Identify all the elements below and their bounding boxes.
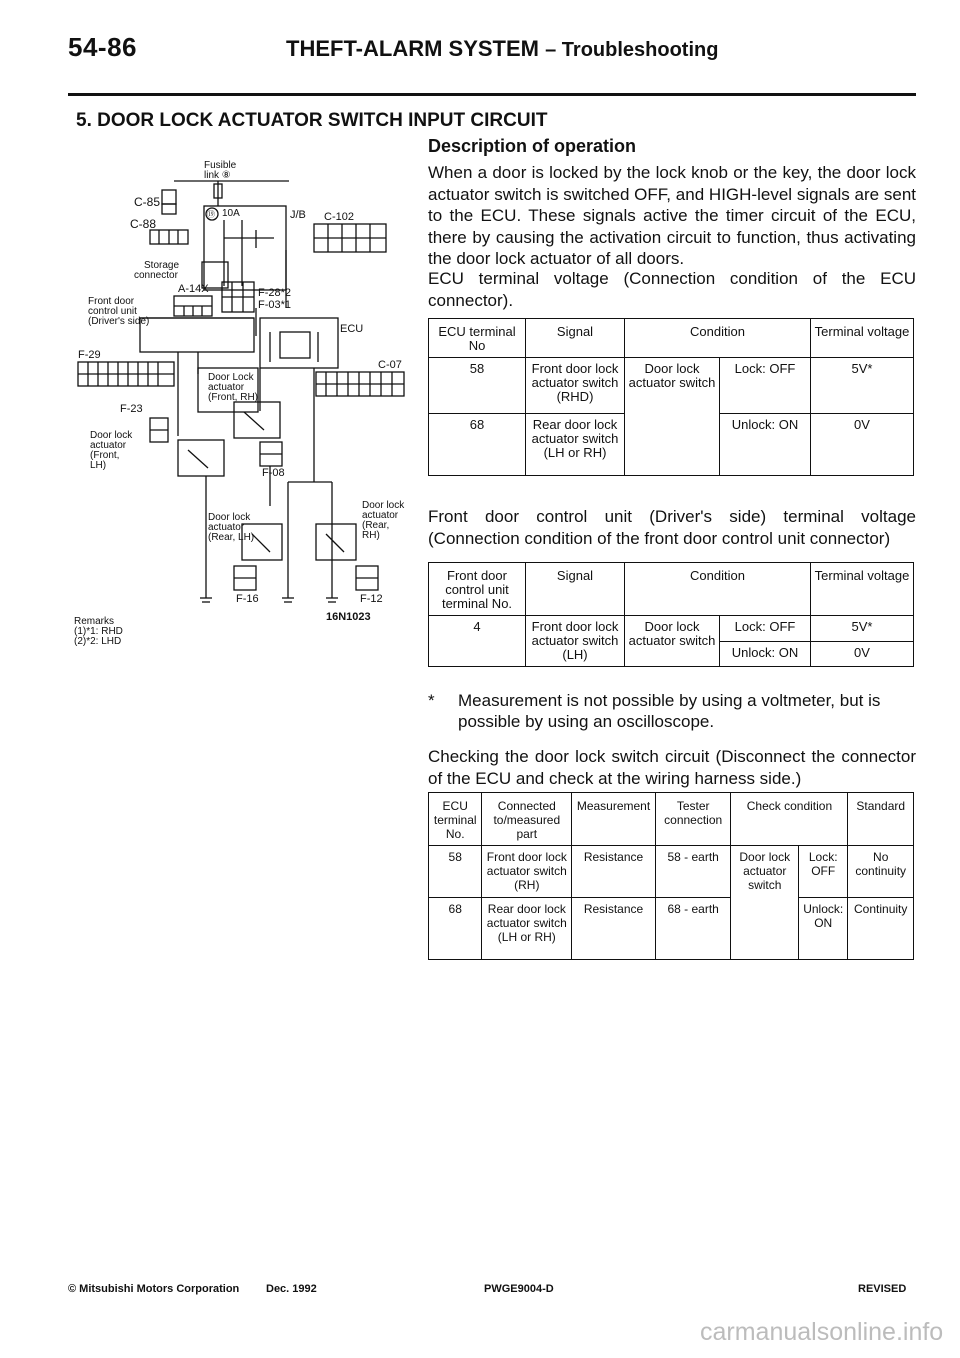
front-table-header-terminal: Front door control unit terminal No.: [429, 563, 526, 616]
check-header-terminal: ECU terminal No.: [429, 793, 482, 846]
remarks-label: Remarks: [74, 616, 115, 627]
jb-label: J/B: [290, 209, 306, 221]
ecu-table-header-terminal: ECU terminal No: [429, 319, 526, 358]
ecu-row-68-terminal: 68: [429, 414, 526, 476]
ecu-row-58-terminal: 58: [429, 358, 526, 414]
front-door-voltage-intro: Front door control unit (Driver's side) terminal voltage (Connection condition of the front door control unit connector): [428, 507, 916, 548]
rear-rh-actuator-label: Door lock: [362, 500, 405, 511]
wiring-diagram: [74, 136, 416, 666]
check-row-condition-a: Door lock actuator switch: [731, 846, 799, 960]
footer-code: PWGE9004-D: [484, 1283, 554, 1295]
ecu-row-68-condition: Unlock: ON: [720, 414, 811, 476]
front-lh-actuator-label: Door lock: [90, 430, 133, 441]
footer-copyright: © Mitsubishi Motors Corporation: [68, 1283, 240, 1295]
watermark: carmanualsonline.info: [700, 1318, 944, 1346]
connector-f03: F-03*1: [258, 299, 292, 311]
check-row-68-standard: Continuity: [848, 898, 914, 960]
ecu-table-header-signal: Signal: [526, 319, 625, 358]
front-door-control-unit-label-3: (Driver's side): [88, 316, 150, 327]
connector-c85: C-85: [134, 195, 161, 209]
remark-1: (1)*1: RHD: [74, 626, 123, 637]
section-title: 5. DOOR LOCK ACTUATOR SWITCH INPUT CIRCUIT: [76, 110, 548, 131]
connector-f23: F-23: [120, 403, 143, 415]
front-table-header-voltage: Terminal voltage: [811, 563, 914, 616]
ecu-table-header-voltage: Terminal voltage: [811, 319, 914, 358]
check-row-68-part: Rear door lock actuator switch (LH or RH): [482, 898, 572, 960]
fusible-link-label: Fusible: [204, 160, 237, 171]
connector-f12: F-12: [360, 593, 383, 605]
check-header-condition: Check condition: [731, 793, 848, 846]
page-title-main: THEFT-ALARM SYSTEM: [286, 36, 539, 61]
ecu-voltage-intro: ECU terminal voltage (Connection condition of the ECU connector).: [428, 269, 916, 310]
page-title: [286, 36, 718, 62]
check-row-58-tester: 58 - earth: [655, 846, 731, 898]
rear-rh-actuator-label-2: actuator: [362, 510, 399, 521]
page-title-sub: – Troubleshooting: [545, 39, 719, 61]
front-row-condition-unlock: Unlock: ON: [720, 641, 811, 667]
ecu-row-condition-a: Door lock actuator switch: [625, 358, 720, 476]
check-header-tester: Tester connection: [655, 793, 731, 846]
check-header-measurement: Measurement: [572, 793, 656, 846]
ecu-row-58-signal: Front door lock actuator switch (RHD): [526, 358, 625, 414]
fuse-number: ⑲: [207, 210, 215, 219]
front-row-voltage-unlock: 0V: [811, 641, 914, 667]
ecu-voltage-table: [428, 318, 914, 476]
connector-a14x: A-14X: [178, 283, 209, 295]
page-number: 54-86: [68, 32, 137, 62]
rear-lh-actuator-label-2: actuator: [208, 522, 245, 533]
front-rh-actuator-label-2: actuator: [208, 382, 245, 393]
ecu-table-header-condition: Condition: [625, 319, 811, 358]
front-rh-actuator-label: Door Lock: [208, 372, 254, 383]
check-row-58-standard: No continuity: [848, 846, 914, 898]
rear-rh-actuator-label-3: (Rear,: [362, 520, 390, 531]
check-row-68-measurement: Resistance: [572, 898, 656, 960]
diagram-code: 16N1023: [326, 611, 371, 623]
connector-f08: F-08: [262, 467, 285, 479]
check-row-58-condition: Lock: OFF: [799, 846, 848, 898]
front-row-condition-lock: Lock: OFF: [720, 616, 811, 642]
ecu-row-68-signal: Rear door lock actuator switch (LH or RH): [526, 414, 625, 476]
front-rh-actuator-label-3: (Front, RH): [208, 392, 258, 403]
ecu-label: ECU: [340, 323, 364, 335]
fusible-link-label-2: link ⑧: [204, 170, 231, 181]
front-table-header-condition: Condition: [625, 563, 811, 616]
note-text: Measurement is not possible by using a voltmeter, but is possible by using an oscilloscope.: [458, 691, 881, 731]
description-paragraph: When a door is locked by the lock knob or the key, the door lock actuator switch is switched OFF, and HIGH-level signals are sent to the ECU. These signals active the timer circuit of the ECU, there by causing the activation circuit to function, thus activating the door lock actuator of all doors.: [428, 163, 916, 268]
footer-date: Dec. 1992: [266, 1283, 317, 1295]
footer-status: REVISED: [858, 1283, 907, 1295]
front-door-control-unit-label-2: control unit: [88, 306, 137, 317]
connector-c07: C-07: [378, 359, 402, 371]
rear-lh-actuator-label-3: (Rear, LH): [208, 532, 255, 543]
front-door-voltage-table: [428, 562, 914, 667]
check-row-58-terminal: 58: [429, 846, 482, 898]
check-header-part: Connected to/measured part: [482, 793, 572, 846]
front-lh-actuator-label-2: actuator: [90, 440, 127, 451]
front-door-control-unit-label: Front door: [88, 296, 135, 307]
remark-2: (2)*2: LHD: [74, 636, 122, 647]
ecu-row-68-voltage: 0V: [811, 414, 914, 476]
checking-instructions: Checking the door lock switch circuit (Disconnect the connector of the ECU and check at the wiring harness side.): [428, 747, 916, 788]
check-row-68-condition: Unlock: ON: [799, 898, 848, 960]
connector-f29: F-29: [78, 349, 101, 361]
connector-c102: C-102: [324, 211, 354, 223]
front-row-voltage-lock: 5V*: [811, 616, 914, 642]
front-row-condition-a: Door lock actuator switch: [625, 616, 720, 667]
connector-f28: F-28*2: [258, 287, 292, 299]
storage-connector-label-2: connector: [134, 270, 178, 281]
storage-connector-label: Storage: [144, 260, 180, 271]
check-row-68-terminal: 68: [429, 898, 482, 960]
connector-c88: C-88: [130, 217, 157, 231]
check-header-standard: Standard: [848, 793, 914, 846]
rear-lh-actuator-label: Door lock: [208, 512, 251, 523]
check-row-58-measurement: Resistance: [572, 846, 656, 898]
connector-f16: F-16: [236, 593, 259, 605]
header-rule: [68, 93, 916, 96]
front-row-terminal: 4: [429, 616, 526, 667]
ecu-row-58-voltage: 5V*: [811, 358, 914, 414]
check-row-58-part: Front door lock actuator switch (RH): [482, 846, 572, 898]
front-lh-actuator-label-4: LH): [90, 460, 107, 471]
front-lh-actuator-label-3: (Front,: [90, 450, 120, 461]
note-asterisk: *: [428, 691, 435, 710]
check-row-68-tester: 68 - earth: [655, 898, 731, 960]
fuse-rating: 10A: [222, 208, 240, 219]
front-row-signal: Front door lock actuator switch (LH): [526, 616, 625, 667]
measurement-note: [428, 690, 914, 732]
rear-rh-actuator-label-4: RH): [362, 530, 380, 541]
check-table: [428, 792, 914, 960]
ecu-row-58-condition: Lock: OFF: [720, 358, 811, 414]
description-heading: Description of operation: [428, 136, 637, 156]
front-table-header-signal: Signal: [526, 563, 625, 616]
